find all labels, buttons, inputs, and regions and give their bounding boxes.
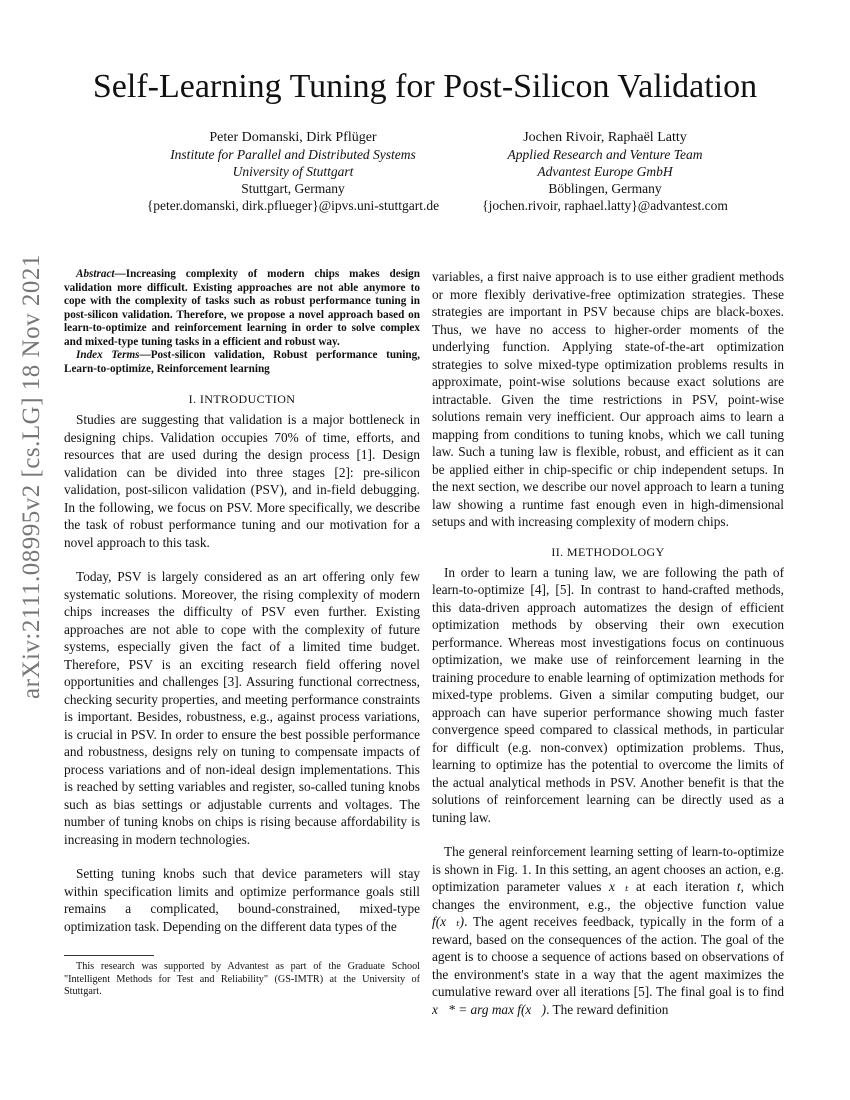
author-affiliation: Institute for Parallel and Distributed Systems (170, 147, 416, 162)
math-inline: t (736, 879, 741, 894)
footnote-text: This research was supported by Advantest as part of the Graduate School "Intelligent Methods for Test and Reliability" (GS-IMTR) at the University of Stuttgart. (64, 961, 420, 997)
author-block-1 (138, 129, 448, 214)
footnote-rule (64, 955, 154, 956)
abstract-text: —Increasing complexity of modern chips makes design validation more difficult. Existing approaches are not able anymore to cope with the complexity of tasks such as robust performance tuning in post-silicon validation. Therefore, we propose a novel approach based on learn-to-optimize and reinforcement learning in order to solve complex and mixed-type tuning tasks in a efficient and robust way. (64, 268, 420, 348)
introduction-body (64, 411, 420, 935)
abstract (64, 268, 420, 376)
paragraph: variables, a first naive approach is to use either gradient methods or more flexibly derivative-free optimization strategies. These strategies are important in PSV because chips are black-boxes. Thus, we have no access to higher-order moments of the underlying function. Applying state-of-the-art optimization strategies to solve mixed-type optimization problems results in approximate, point-wise solutions because exact solutions are intractable. Given the time restrictions in PSV, point-wise solutions remain very inefficient. Our approach aims to learn a mapping from conditions to tuning knobs, which we call tuning law. Such a tuning law is flexible, robust, and efficient as it can be applied either in chip-specific or chip independent setups. In the next section, we describe our novel approach to learn a tuning law showing a runtime fast enough even in high-dimensional setups and with increasing complexity of modern chips. (432, 269, 784, 529)
paper-title: Self-Learning Tuning for Post-Silicon Validation (92, 68, 758, 105)
methodology-body (432, 564, 784, 1019)
author-affiliation: Applied Research and Venture Team (507, 147, 703, 162)
author-company: Advantest Europe GmbH (537, 164, 673, 179)
paragraph: In order to learn a tuning law, we are following the path of learn-to-optimize [4], [5]. In contrast to hand-crafted methods, this data-driven approach automatizes the design of efficient optimization methods by observing their own execution performance. Whereas most investigations focus on continuous optimization, we make use of reinforcement learning in the training procedure to enable learning of optimization methods for mixed-type problems. Given a similar computing budget, our approach can have superior performance showing much faster convergence speed compared to classical methods, in particular for difficult (e.g. non-convex) optimization problems. Thus, learning to optimize has the potential to overcome the limits of the actual analytical methods in PSV. Another benefit is that the solutions of reinforcement learning can be directly used as a tuning law. (432, 564, 784, 825)
author-location: Stuttgart, Germany (241, 181, 345, 196)
author-university: University of Stuttgart (232, 164, 354, 179)
author-location: Böblingen, Germany (548, 181, 662, 196)
author-email: {peter.domanski, dirk.pflueger}@ipvs.uni-stuttgart.de (146, 198, 440, 213)
index-terms-label: Index Terms (76, 349, 140, 361)
left-column (64, 268, 420, 935)
section-heading-introduction: I. INTRODUCTION (188, 392, 296, 406)
math-inline: x⃗ₜ (608, 879, 629, 894)
right-column (432, 268, 784, 1018)
author-names: Peter Domanski, Dirk Pflüger (209, 130, 377, 145)
paragraph: Studies are suggesting that validation is a major bottleneck in designing chips. Validation occupies 70% of time, efforts, and resources that are used during the design process [1]. Design validation can be divided into three stages [2]: pre-silicon validation, post-silicon validation (PSV), and in-field debugging. In the following, we focus on PSV. More specifically, we describe the task of robust performance tuning and our motivation for a novel approach to this task. (64, 412, 420, 550)
abstract-label: Abstract (76, 268, 115, 280)
math-inline: f(x⃗ₜ) (432, 914, 465, 929)
author-block-2 (455, 129, 755, 214)
paragraph: Today, PSV is largely considered as an art offering only few systematic solutions. Moreover, the rising complexity of modern chips increases the difficulty of PSV even further. Existing approaches are not able to cope with the complexity of future systems, especially given the fact of a limited time budget. Therefore, PSV is an exciting research field offering novel opportunities and challenges [3]. Assuring functional correctness, checking security properties, and meeting performance constraints is important. Besides, robustness, e.g., against process variations, is crucial in PSV. In order to ensure the best possible performance and robustness, designs rely on tuning to compensate impacts of process variations and of non-ideal design implementations. This is reached by setting variables and register, so-called tuning knobs such as bias settings or adjustable currents and voltages. The number of tuning knobs on chips is rising because affordability is increasing in modern technologies. (64, 569, 420, 847)
author-names: Jochen Rivoir, Raphaël Latty (523, 130, 687, 145)
footnote (64, 961, 420, 999)
section-heading-methodology: II. METHODOLOGY (551, 544, 665, 559)
index-terms-text: —Post-silicon validation, Robust performance tuning, Learn-to-optimize, Reinforcement learning (64, 349, 420, 375)
paragraph: Setting tuning knobs such that device parameters will stay within specification limits and optimize performance goals still remains a complicated, bound-constrained, mixed-type optimization task. Depending on the different data types of the (64, 866, 420, 934)
introduction-continued (432, 268, 784, 531)
arxiv-identifier: arXiv:2111.08995v2 [cs.LG] 18 Nov 2021 (18, 254, 45, 699)
math-inline: x⃗* = arg max f(x⃗) (432, 1001, 547, 1017)
paragraph: The general reinforcement learning setting of learn-to-optimize is shown in Fig. 1. In this setting, an agent chooses an action, e.g. optimization parameter values x⃗ₜ at each iteration t, which changes the environment, e.g., the objective function value f(x⃗ₜ). The agent receives feedback, typically in the form of a reward, based on the consequences of the action. The goal of the agent is to choose a sequence of actions based on observations of the environment's state in a way that the agent maximizes the cumulative reward over all iterations [5]. The final goal is to find x⃗* = arg max f(x⃗). The reward definition (432, 844, 784, 1017)
author-email: {jochen.rivoir, raphael.latty}@advantest.com (482, 198, 728, 213)
